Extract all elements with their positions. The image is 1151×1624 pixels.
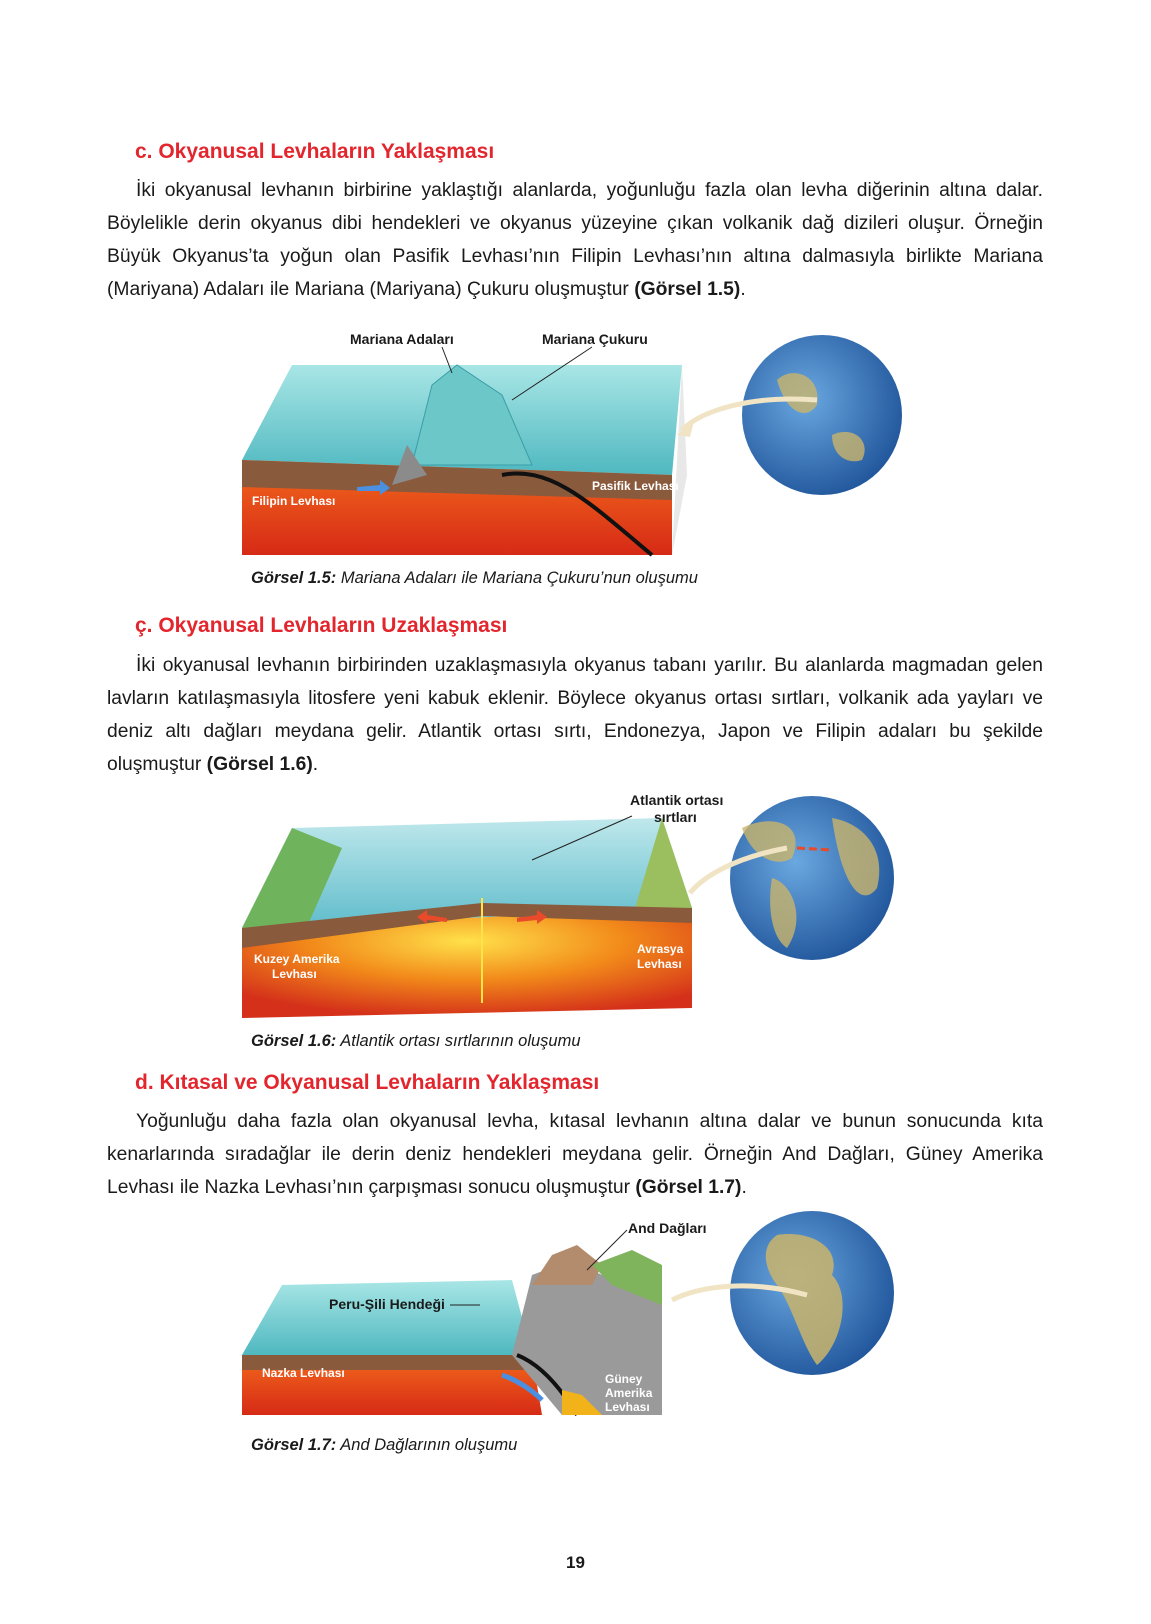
plate-avrasya: Avrasya [637, 942, 684, 956]
plate-kuzey-amerika-levhasi: Levhası [272, 967, 317, 981]
plate-amerika: Amerika [605, 1386, 653, 1400]
figure-reference: (Görsel 1.6) [206, 754, 313, 775]
caption-1-5: Görsel 1.5: Mariana Adaları ile Mariana Çukuru’nun oluşumu [251, 569, 698, 587]
plate-guney: Güney [605, 1372, 643, 1386]
figure-reference: (Görsel 1.5) [634, 279, 741, 300]
plate-pasifik: Pasifik Levhası [592, 479, 679, 493]
section-heading-c: c. Okyanusal Levhaların Yaklaşması [135, 140, 495, 163]
figure-1-6 [232, 788, 922, 1023]
figure-1-7 [232, 1205, 922, 1430]
section-heading-cc: ç. Okyanusal Levhaların Uzaklaşması [135, 614, 508, 637]
section-paragraph-cc: İki okyanusal levhanın birbirinden uzaklaşmasıyla okyanus tabanı yarılır. Bu alanlarda magmadan gelen lavların katılaşmasıyla litosfere yeni kabuk eklenir. Böylece okyanus ortası sırtları, volkanik ada yayları ve deniz altı dağları meydana gelir. Atlantik ortası sırtı, Endonezya, Japon ve Filipin adaları bu şekilde oluşmuştur (Görsel 1.6). [107, 655, 1043, 775]
label-sirtlari: sırtları [654, 809, 697, 825]
section-heading-d: d. Kıtasal ve Okyanusal Levhaların Yaklaşması [135, 1071, 600, 1094]
figure-1-5 [232, 325, 922, 565]
caption-1-6: Görsel 1.6: Atlantik ortası sırtlarının oluşumu [251, 1032, 581, 1050]
plate-levhasi: Levhası [605, 1400, 650, 1414]
globe-icon [742, 335, 902, 495]
page-number: 19 [566, 1553, 585, 1572]
caption-1-7: Görsel 1.7: And Dağlarının oluşumu [251, 1436, 518, 1454]
figure-reference: (Görsel 1.7) [635, 1177, 742, 1198]
plate-kuzey-amerika: Kuzey Amerika [254, 952, 340, 966]
plate-avrasya-levhasi: Levhası [637, 957, 682, 971]
label-mariana-cukuru: Mariana Çukuru [542, 331, 648, 347]
label-mariana-adalari: Mariana Adaları [350, 331, 454, 347]
section-paragraph-d: Yoğunluğu daha fazla olan okyanusal levha, kıtasal levhanın altına dalar ve bunun sonucunda kıta kenarlarında sıradağlar ile derin deniz hendekleri meydana gelir. Örneğin And Dağları, Güney Amerika Levhası ile Nazka Levhası’nın çarpışması sonucu oluşmuştur (Görsel 1.7). [107, 1111, 1043, 1198]
label-and-daglari: And Dağları [628, 1220, 707, 1236]
label-atlantik: Atlantik ortası [630, 792, 724, 808]
section-paragraph-c: İki okyanusal levhanın birbirine yaklaştığı alanlarda, yoğunluğu fazla olan levha diğerinin altına dalar. Böylelikle derin okyanus dibi hendekleri ve okyanus yüzeyine çıkan volkanik dağ dizileri oluşur. Örneğin Büyük Okyanus’ta yoğun olan Pasifik Levhası’nın Filipin Levhası’nın altına dalmasıyla birlikte Mariana (Mariyana) Adaları ile Mariana (Mariyana) Çukuru oluşmuştur (Görsel 1.5). [107, 180, 1043, 300]
plate-filipin: Filipin Levhası [252, 494, 336, 508]
plate-nazka: Nazka Levhası [262, 1366, 345, 1380]
label-peru-sili: Peru-Şili Hendeği [329, 1296, 445, 1312]
